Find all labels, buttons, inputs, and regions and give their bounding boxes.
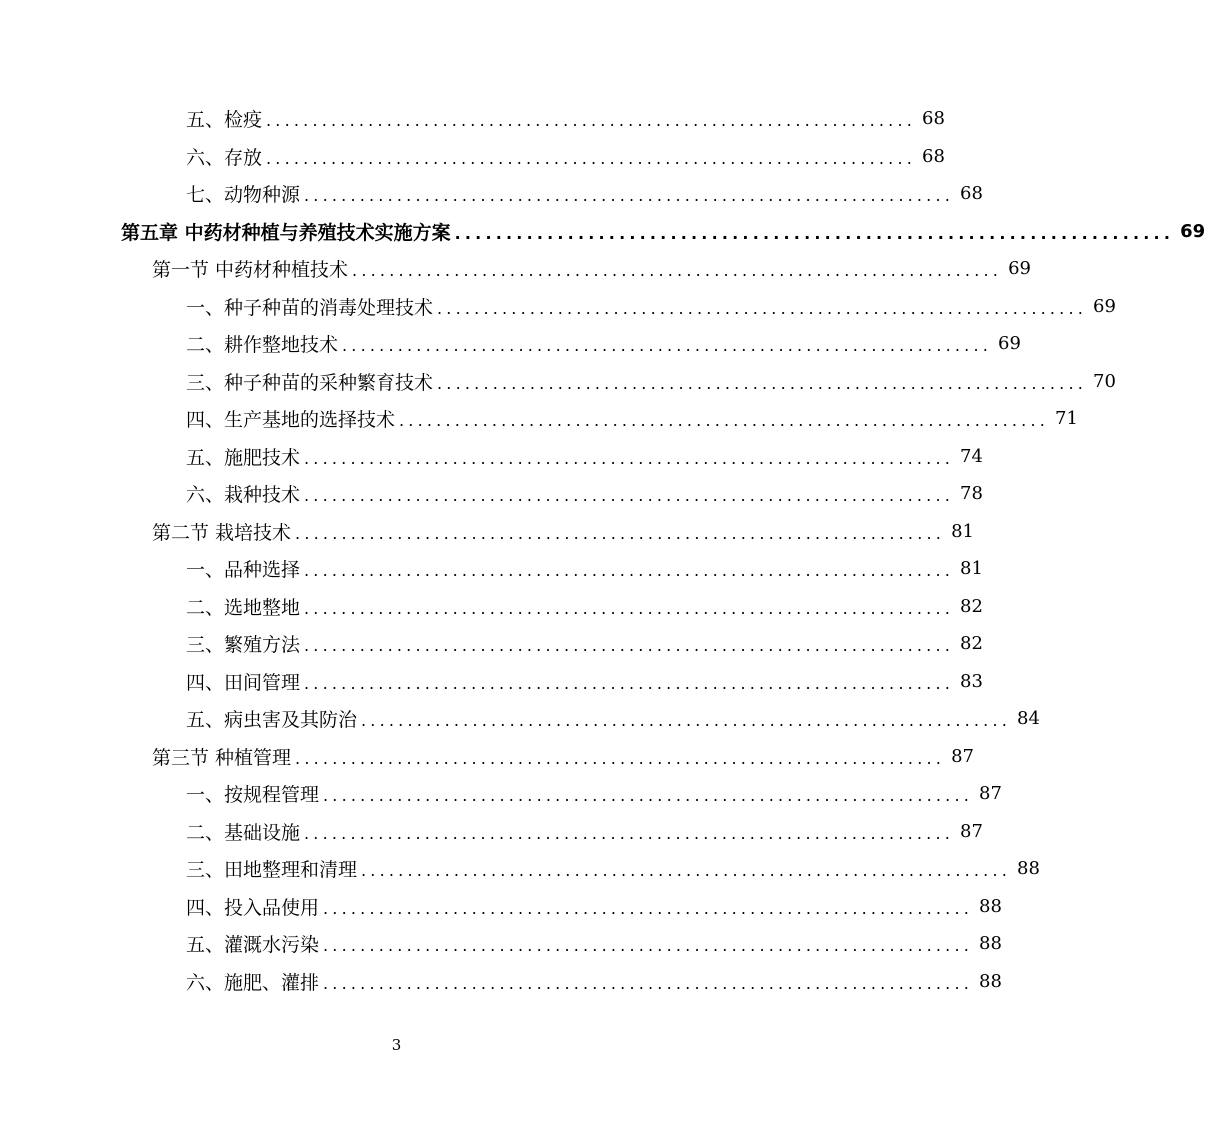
toc-chapter-entry[interactable] (0, 213, 1205, 251)
toc-entry-title: 五、施肥技术 (186, 446, 301, 469)
toc-dot-leader: ...................................................................... (295, 523, 946, 543)
toc-entry-page: 87 (951, 745, 974, 767)
toc-entry[interactable] (0, 963, 1002, 1001)
toc-dot-leader: ...................................................................... (304, 486, 955, 506)
toc-entry-page: 71 (1055, 408, 1078, 430)
toc-entry[interactable] (0, 588, 983, 626)
toc-dot-leader: ...................................................................... (266, 148, 917, 168)
toc-entry-title: 六、存放 (186, 146, 263, 169)
toc-entry-title: 四、生产基地的选择技术 (186, 409, 396, 432)
toc-dot-leader: ...................................................................... (304, 673, 955, 693)
toc-entry-title: 二、耕作整地技术 (186, 334, 339, 357)
toc-entry-page: 68 (922, 145, 945, 167)
toc-dot-leader: ...................................................................... (304, 448, 955, 468)
toc-entry-title: 第一节 中药材种植技术 (152, 259, 349, 282)
toc-entry[interactable] (0, 438, 983, 476)
toc-entry[interactable] (0, 325, 1021, 363)
toc-dot-leader: ...................................................................... (304, 561, 955, 581)
toc-entry-page: 88 (979, 933, 1002, 955)
toc-entry-page: 82 (960, 633, 983, 655)
toc-entry-page: 68 (960, 183, 983, 205)
toc-entry-page: 68 (922, 108, 945, 130)
toc-entry-page: 74 (960, 445, 983, 467)
toc-entry[interactable] (0, 288, 1116, 326)
toc-entry[interactable] (0, 175, 983, 213)
table-of-contents (0, 100, 1205, 1000)
toc-entry-title: 三、繁殖方法 (186, 634, 301, 657)
toc-section-entry[interactable] (0, 513, 974, 551)
toc-entry-page: 78 (960, 483, 983, 505)
toc-dot-leader: ...................................................................... (304, 636, 955, 656)
page-number: 3 (391, 1036, 402, 1054)
toc-entry[interactable] (0, 813, 983, 851)
toc-entry-page: 82 (960, 595, 983, 617)
toc-entry-page: 69 (998, 333, 1021, 355)
toc-entry[interactable] (0, 850, 1040, 888)
toc-dot-leader: ...................................................................... (304, 186, 955, 206)
toc-dot-leader: ...................................................................... (361, 711, 1012, 731)
toc-entry-title: 二、基础设施 (186, 821, 301, 844)
toc-entry-page: 88 (979, 895, 1002, 917)
toc-entry-title: 五、病虫害及其防治 (186, 709, 358, 732)
toc-entry-title: 五、灌溉水污染 (186, 934, 320, 957)
toc-entry-page: 88 (979, 970, 1002, 992)
toc-entry[interactable] (0, 700, 1040, 738)
toc-entry[interactable] (0, 925, 1002, 963)
toc-entry-page: 69 (1008, 258, 1031, 280)
toc-entry-title: 第五章 中药材种植与养殖技术实施方案 (121, 221, 451, 244)
toc-section-entry[interactable] (0, 738, 974, 776)
toc-entry-title: 三、田地整理和清理 (186, 859, 358, 882)
toc-dot-leader: ...................................................................... (295, 748, 946, 768)
toc-entry-title: 三、种子种苗的采种繁育技术 (186, 371, 434, 394)
toc-entry-page: 87 (960, 820, 983, 842)
toc-entry-page: 81 (960, 558, 983, 580)
toc-entry-title: 一、按规程管理 (186, 784, 320, 807)
toc-entry[interactable] (0, 550, 983, 588)
toc-entry[interactable] (0, 475, 983, 513)
toc-entry-title: 六、栽种技术 (186, 484, 301, 507)
toc-entry-title: 第二节 栽培技术 (152, 521, 292, 544)
toc-entry-title: 一、品种选择 (186, 559, 301, 582)
toc-entry[interactable] (0, 363, 1116, 401)
toc-entry-page: 87 (979, 783, 1002, 805)
toc-dot-leader: ...................................................................... (437, 373, 1088, 393)
toc-dot-leader: ...................................................................... (323, 786, 974, 806)
toc-entry[interactable] (0, 138, 945, 176)
toc-dot-leader: ...................................................................... (361, 861, 1012, 881)
toc-entry-title: 七、动物种源 (186, 184, 301, 207)
toc-entry-page: 88 (1017, 858, 1040, 880)
toc-dot-leader: ...................................................................... (437, 298, 1088, 318)
toc-entry-page: 83 (960, 670, 983, 692)
toc-entry-title: 一、种子种苗的消毒处理技术 (186, 296, 434, 319)
toc-dot-leader: ...................................................................... (454, 223, 1175, 243)
toc-entry-title: 六、施肥、灌排 (186, 971, 320, 994)
toc-entry-page: 69 (1180, 220, 1205, 242)
toc-entry-title: 四、田间管理 (186, 671, 301, 694)
toc-entry[interactable] (0, 888, 1002, 926)
toc-entry-page: 84 (1017, 708, 1040, 730)
toc-entry-title: 二、选地整地 (186, 596, 301, 619)
toc-dot-leader: ...................................................................... (399, 411, 1050, 431)
toc-entry-title: 五、检疫 (186, 109, 263, 132)
toc-entry[interactable] (0, 625, 983, 663)
toc-dot-leader: ...................................................................... (323, 936, 974, 956)
toc-dot-leader: ...................................................................... (342, 336, 993, 356)
toc-entry-page: 81 (951, 520, 974, 542)
toc-entry[interactable] (0, 100, 945, 138)
toc-entry-title: 四、投入品使用 (186, 896, 320, 919)
toc-section-entry[interactable] (0, 250, 1031, 288)
toc-dot-leader: ...................................................................... (304, 598, 955, 618)
toc-dot-leader: ...................................................................... (266, 111, 917, 131)
toc-dot-leader: ...................................................................... (304, 823, 955, 843)
toc-dot-leader: ...................................................................... (352, 261, 1003, 281)
toc-dot-leader: ...................................................................... (323, 898, 974, 918)
toc-entry[interactable] (0, 663, 983, 701)
toc-entry[interactable] (0, 400, 1078, 438)
toc-entry-page: 70 (1093, 370, 1116, 392)
toc-entry-page: 69 (1093, 295, 1116, 317)
toc-entry[interactable] (0, 775, 1002, 813)
toc-dot-leader: ...................................................................... (323, 973, 974, 993)
toc-entry-title: 第三节 种植管理 (152, 746, 292, 769)
